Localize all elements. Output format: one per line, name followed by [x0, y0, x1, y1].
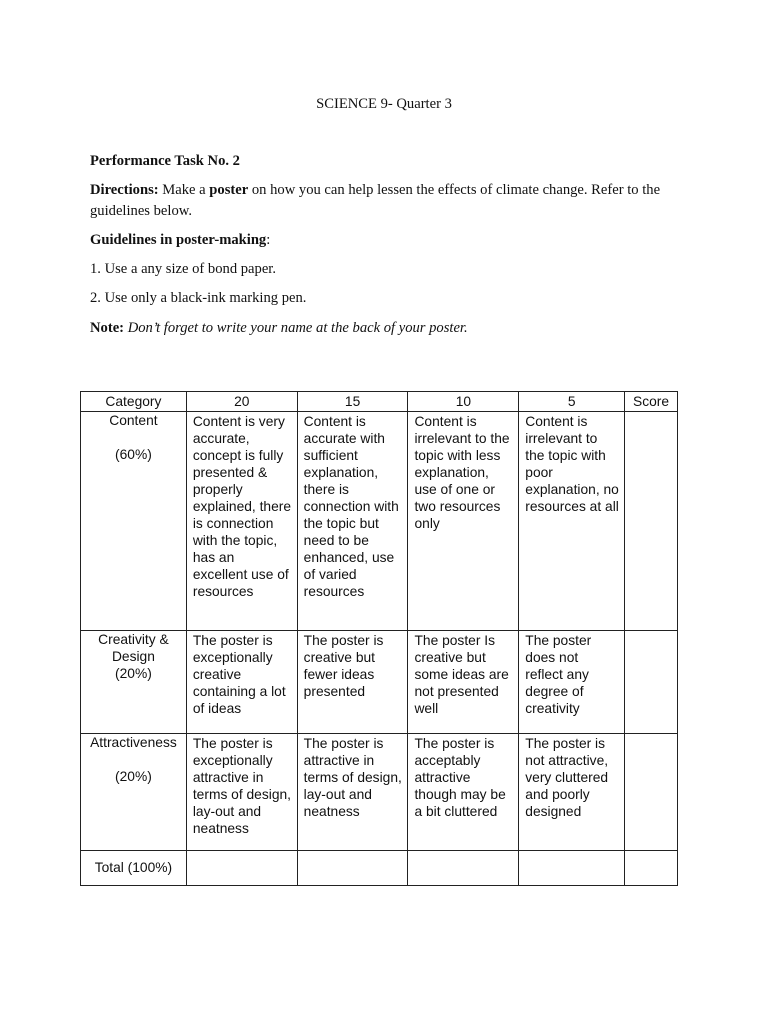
category-weight: (20%)	[115, 666, 152, 681]
total-cell	[519, 851, 625, 886]
criteria-text: Content is irrelevant to the topic with poor explanation, no resources at all	[525, 414, 619, 514]
category-name: Attractiveness	[90, 735, 177, 750]
header-score-5: 5	[519, 392, 625, 412]
rubric-row-content	[81, 412, 678, 631]
guidelines-heading-line	[90, 230, 680, 251]
criteria-text: The poster is exceptionally attractive in terms of design, lay-out and neatness	[192, 736, 291, 836]
criteria-cell	[186, 734, 297, 851]
category-name: Content	[109, 413, 158, 428]
rubric-row-creativity	[81, 631, 678, 734]
criteria-cell	[408, 412, 519, 631]
criteria-text: Content is irrelevant to the topic with less explanation, use of one or two resources only	[414, 414, 510, 531]
category-weight: (60%)	[115, 447, 152, 462]
criteria-text: The poster is creative but fewer ideas presented	[303, 633, 384, 699]
total-cell	[186, 851, 297, 886]
score-cell	[625, 412, 678, 631]
header-score-15: 15	[297, 392, 408, 412]
rubric-row-total	[81, 851, 678, 886]
criteria-cell	[519, 631, 625, 734]
criteria-text: The poster is not attractive, very cluttered and poorly designed	[525, 736, 609, 819]
category-weight: (20%)	[115, 769, 152, 784]
task-label: Performance Task No. 2	[90, 153, 240, 169]
criteria-cell	[297, 412, 408, 631]
page-title: SCIENCE 9- Quarter 3	[316, 96, 452, 112]
criteria-cell	[519, 412, 625, 631]
guideline-item: 2. Use only a black-ink marking pen.	[90, 290, 307, 306]
score-cell	[625, 631, 678, 734]
rubric-row-attractiveness	[81, 734, 678, 851]
directions-text-before: Make a	[158, 182, 210, 198]
total-cell	[408, 851, 519, 886]
total-label-cell	[81, 851, 187, 886]
criteria-text: The poster is attractive in terms of design, lay-out and neatness	[303, 736, 402, 819]
criteria-text: Content is accurate with sufficient explanation, there is connection with the topic but need to be enhanced, use of varied resources	[303, 414, 399, 599]
note-text: Don’t forget to write your name at the back of your poster.	[124, 320, 468, 336]
criteria-text: Content is very accurate, concept is fully presented & properly explained, there is connection with the topic, has an excellent use of resources	[192, 414, 292, 599]
criteria-text: The poster Is creative but some ideas are not presented well	[414, 633, 509, 716]
guidelines-colon: :	[266, 232, 271, 248]
directions-label: Directions:	[90, 182, 159, 198]
note-line	[90, 318, 680, 339]
category-cell	[81, 412, 187, 631]
criteria-cell	[186, 631, 297, 734]
header-category: Category	[81, 392, 187, 412]
category-cell	[81, 631, 187, 734]
total-score-cell	[625, 851, 678, 886]
guideline-item: 1. Use a any size of bond paper.	[90, 261, 277, 277]
criteria-text: The poster is acceptably attractive though may be a bit cluttered	[414, 736, 506, 819]
criteria-cell	[408, 631, 519, 734]
criteria-cell	[519, 734, 625, 851]
criteria-cell	[297, 734, 408, 851]
header-score: Score	[625, 392, 678, 412]
directions-text-after: on how you can help lessen the effects of climate change. Refer to the guidelines below.	[90, 182, 661, 219]
header-score-10: 10	[408, 392, 519, 412]
rubric-table	[80, 391, 678, 886]
criteria-cell	[408, 734, 519, 851]
score-cell	[625, 734, 678, 851]
header-score-20: 20	[186, 392, 297, 412]
directions-emphasis: poster	[209, 182, 249, 198]
criteria-cell	[186, 412, 297, 631]
criteria-cell	[297, 631, 408, 734]
rubric-header-row	[81, 392, 678, 412]
total-cell	[297, 851, 408, 886]
guidelines-heading: Guidelines in poster-making	[90, 232, 267, 248]
category-name: Creativity & Design	[98, 632, 169, 664]
total-label: Total (100%)	[94, 860, 173, 875]
directions-paragraph	[90, 180, 680, 222]
criteria-text: The poster is exceptionally creative containing a lot of ideas	[192, 633, 286, 716]
category-cell	[81, 734, 187, 851]
criteria-text: The poster does not reflect any degree of creativity	[525, 633, 592, 716]
note-label: Note:	[90, 320, 125, 336]
